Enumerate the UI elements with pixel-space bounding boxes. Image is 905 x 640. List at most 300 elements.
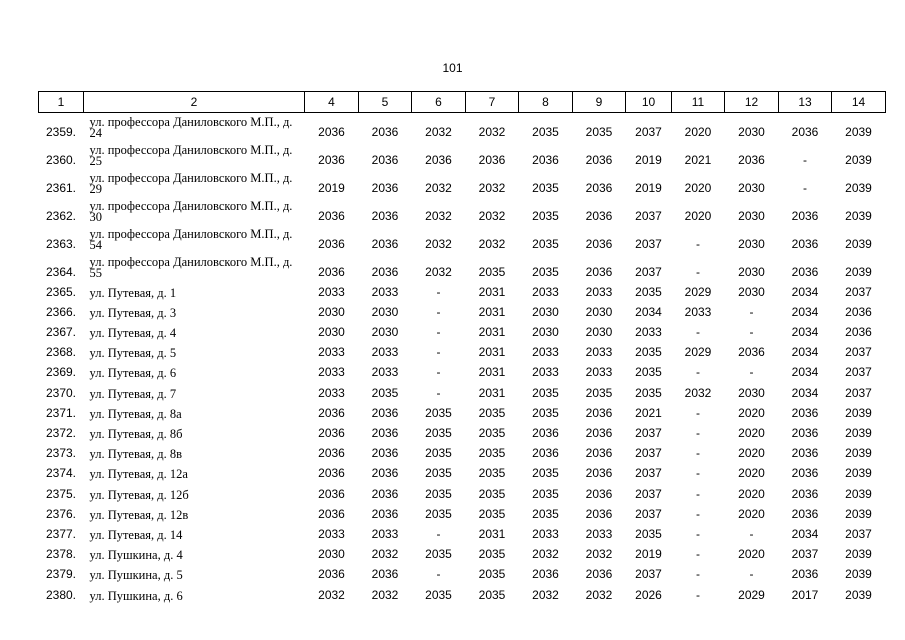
year-cell: 2037 — [635, 124, 662, 139]
table-row — [39, 422, 886, 442]
year-cell: 2030 — [371, 325, 399, 340]
year-cell: 2033 — [318, 365, 345, 380]
row-number: 2368. — [45, 345, 77, 360]
year-cell: 2036 — [585, 152, 613, 167]
year-cell: 2033 — [585, 345, 613, 360]
year-cell: 2035 — [532, 385, 559, 400]
year-cell: 2036 — [791, 208, 819, 223]
year-cell: - — [696, 486, 700, 501]
year-cell: 2035 — [532, 506, 559, 521]
address-cell: ул. Путевая, д. 12б — [89, 487, 189, 502]
year-cell: - — [436, 385, 441, 400]
year-cell: 2039 — [845, 446, 872, 461]
year-cell: 2020 — [738, 466, 765, 481]
year-cell: 2035 — [425, 466, 452, 481]
year-cell: 2033 — [585, 284, 613, 299]
year-cell: 2035 — [532, 466, 559, 481]
row-number: 2361. — [45, 180, 77, 195]
year-cell: 2035 — [425, 587, 452, 602]
year-cell: 2036 — [585, 466, 613, 481]
row-number: 2363. — [45, 236, 77, 251]
year-cell: 2039 — [845, 124, 872, 139]
year-cell: 2030 — [585, 325, 613, 340]
year-cell: - — [749, 526, 754, 541]
year-cell: 2036 — [371, 152, 399, 167]
year-cell: 2035 — [478, 446, 506, 461]
year-cell: 2033 — [371, 284, 399, 299]
year-cell: 2030 — [532, 325, 559, 340]
year-cell: - — [436, 325, 441, 340]
year-cell: 2036 — [371, 466, 399, 481]
row-number: 2372. — [45, 426, 77, 440]
year-cell: 2033 — [371, 526, 399, 541]
year-cell: - — [436, 365, 441, 380]
year-cell: 2030 — [738, 264, 765, 279]
year-cell: 2035 — [425, 405, 452, 420]
page-number: 101 — [442, 61, 463, 75]
year-cell: 2036 — [371, 486, 399, 501]
year-cell: 2034 — [791, 304, 819, 319]
row-number: 2370. — [45, 385, 77, 400]
year-cell: 2036 — [318, 486, 345, 501]
row-number: 2366. — [45, 304, 77, 319]
year-cell: 2036 — [318, 567, 345, 582]
year-cell: 2019 — [318, 180, 345, 195]
address-cell: ул. Путевая, д. 12в — [89, 507, 189, 522]
address-cell: ул. Путевая, д. 8в — [89, 447, 183, 462]
year-cell: 2037 — [635, 486, 662, 501]
address-cell: ул. Путевая, д. 3 — [89, 305, 177, 320]
year-cell: 2034 — [791, 325, 819, 340]
year-cell: 2036 — [371, 405, 399, 420]
year-cell: 2032 — [425, 124, 452, 139]
row-number: 2379. — [45, 567, 77, 582]
year-cell: 2035 — [425, 426, 452, 440]
address-cell: ул. Путевая, д. 7 — [89, 386, 177, 401]
address-cell: ул. Путевая, д. 8б — [89, 427, 183, 441]
year-cell: 2019 — [635, 152, 662, 167]
column-header: 5 — [359, 92, 412, 113]
year-cell: 2033 — [684, 304, 712, 319]
year-cell: 2036 — [585, 405, 613, 420]
year-cell: - — [696, 446, 700, 461]
year-cell: 2031 — [478, 304, 506, 319]
year-cell: - — [436, 304, 441, 319]
year-cell: 2039 — [845, 264, 872, 279]
year-cell: 2036 — [845, 325, 872, 340]
year-cell: 2036 — [371, 426, 399, 440]
table-row — [39, 442, 886, 462]
year-cell: 2030 — [318, 325, 345, 340]
table-row — [39, 301, 886, 321]
column-header: 14 — [832, 92, 886, 113]
year-cell: - — [696, 426, 700, 440]
year-cell: 2037 — [635, 446, 662, 461]
year-cell: 2032 — [425, 264, 452, 279]
year-cell: 2036 — [371, 208, 399, 223]
year-cell: - — [696, 405, 700, 420]
year-cell: 2026 — [635, 587, 662, 602]
year-cell: - — [696, 587, 700, 602]
year-cell: - — [696, 365, 700, 380]
year-cell: 2020 — [738, 547, 765, 562]
address-cell: ул. Путевая, д. 8а — [89, 406, 182, 421]
year-cell: 2037 — [635, 264, 662, 279]
year-cell: 2036 — [585, 506, 613, 521]
column-header: 11 — [672, 92, 725, 113]
year-cell: 2032 — [585, 587, 613, 602]
year-cell: 2036 — [738, 152, 765, 167]
year-cell: 2034 — [791, 284, 819, 299]
year-cell: 2035 — [532, 264, 559, 279]
year-cell: 2019 — [635, 180, 662, 195]
year-cell: 2030 — [318, 547, 345, 562]
year-cell: 2037 — [845, 526, 872, 541]
year-cell: 2035 — [478, 547, 506, 562]
year-cell: 2031 — [478, 526, 506, 541]
year-cell: 2030 — [532, 304, 559, 319]
year-cell: 2033 — [318, 526, 345, 541]
year-cell: 2030 — [738, 124, 765, 139]
year-cell: 2035 — [585, 124, 613, 139]
row-number: 2378. — [45, 547, 77, 562]
year-cell: 2039 — [845, 405, 872, 420]
year-cell: 2030 — [585, 304, 613, 319]
year-cell: 2036 — [371, 180, 399, 195]
year-cell: - — [803, 180, 807, 195]
year-cell: 2034 — [635, 304, 662, 319]
column-header: 2 — [84, 92, 305, 113]
year-cell: - — [749, 325, 754, 340]
year-cell: 2039 — [845, 567, 872, 582]
year-cell: 2033 — [532, 345, 559, 360]
year-cell: 2036 — [318, 426, 345, 440]
year-cell: 2020 — [738, 486, 765, 501]
row-number: 2376. — [45, 506, 77, 521]
year-cell: 2036 — [585, 236, 613, 251]
year-cell: - — [696, 547, 700, 562]
year-cell: 2035 — [532, 208, 559, 223]
address-cell: ул. профессора Даниловского М.П., д. 55 — [89, 254, 293, 280]
address-cell: ул. профессора Даниловского М.П., д. 25 — [89, 142, 293, 168]
year-cell: 2033 — [371, 365, 399, 380]
year-cell: 2036 — [738, 345, 765, 360]
row-number: 2380. — [45, 587, 77, 602]
year-cell: 2020 — [684, 124, 712, 139]
year-cell: 2039 — [845, 180, 872, 195]
year-cell: - — [749, 365, 754, 380]
row-number: 2360. — [45, 152, 77, 167]
year-cell: 2031 — [478, 385, 506, 400]
year-cell: 2037 — [635, 208, 662, 223]
year-cell: 2032 — [478, 236, 506, 251]
address-cell: ул. профессора Даниловского М.П., д. 30 — [89, 198, 293, 224]
year-cell: 2036 — [425, 152, 452, 167]
year-cell: 2032 — [371, 587, 399, 602]
table-row — [39, 197, 886, 225]
year-cell: 2036 — [791, 426, 819, 440]
year-cell: 2035 — [371, 385, 399, 400]
year-cell: - — [696, 466, 700, 481]
row-number: 2369. — [45, 365, 77, 380]
year-cell: 2035 — [478, 405, 506, 420]
year-cell: 2035 — [532, 124, 559, 139]
column-header: 1 — [39, 92, 84, 113]
year-cell: - — [749, 304, 754, 319]
year-cell: 2033 — [318, 345, 345, 360]
year-cell: 2030 — [738, 180, 765, 195]
year-cell: 2032 — [478, 208, 506, 223]
year-cell: 2036 — [371, 506, 399, 521]
table-row — [39, 523, 886, 543]
year-cell: 2032 — [318, 587, 345, 602]
address-cell: ул. Пушкина, д. 6 — [89, 588, 183, 603]
year-cell: 2036 — [791, 506, 819, 521]
year-cell: 2029 — [684, 345, 712, 360]
year-cell: 2032 — [425, 180, 452, 195]
year-cell: 2035 — [478, 486, 506, 501]
table-row — [39, 503, 886, 523]
row-number: 2371. — [45, 405, 77, 420]
year-cell: 2020 — [738, 405, 765, 420]
address-cell: ул. Путевая, д. 4 — [89, 326, 177, 341]
address-cell: ул. профессора Даниловского М.П., д. 24 — [89, 114, 293, 140]
year-cell: 2029 — [738, 587, 765, 602]
table-row — [39, 563, 886, 583]
column-header: 9 — [573, 92, 626, 113]
year-cell: - — [696, 506, 700, 521]
year-cell: 2039 — [845, 426, 872, 440]
year-cell: 2020 — [738, 446, 765, 461]
year-cell: 2036 — [318, 124, 345, 139]
year-cell: 2039 — [845, 236, 872, 251]
year-cell: 2035 — [532, 180, 559, 195]
year-cell: 2037 — [791, 547, 819, 562]
row-number: 2367. — [45, 325, 77, 340]
row-number: 2375. — [45, 486, 77, 501]
table-row — [39, 253, 886, 281]
table-row — [39, 341, 886, 361]
year-cell: - — [436, 345, 441, 360]
year-cell: 2034 — [791, 385, 819, 400]
year-cell: 2035 — [635, 365, 662, 380]
year-cell: 2034 — [791, 345, 819, 360]
row-number: 2364. — [45, 264, 77, 279]
year-cell: 2035 — [585, 385, 613, 400]
year-cell: 2036 — [585, 208, 613, 223]
table-row — [39, 281, 886, 301]
year-cell: 2033 — [585, 526, 613, 541]
year-cell: 2032 — [478, 124, 506, 139]
year-cell: 2032 — [425, 236, 452, 251]
address-cell: ул. профессора Даниловского М.П., д. 54 — [89, 226, 293, 252]
year-cell: 2037 — [635, 236, 662, 251]
row-number: 2373. — [45, 446, 77, 461]
table-row — [39, 482, 886, 502]
column-header: 10 — [626, 92, 672, 113]
table-row — [39, 113, 886, 141]
year-cell: 2039 — [845, 547, 872, 562]
table-row — [39, 361, 886, 381]
row-number: 2374. — [45, 466, 77, 481]
year-cell: - — [696, 264, 700, 279]
year-cell: 2036 — [371, 236, 399, 251]
year-cell: 2036 — [791, 124, 819, 139]
year-cell: 2032 — [585, 547, 613, 562]
year-cell: 2036 — [791, 446, 819, 461]
address-cell: ул. Путевая, д. 5 — [89, 346, 177, 361]
year-cell: 2037 — [845, 345, 872, 360]
year-cell: - — [696, 567, 700, 582]
address-cell: ул. Путевая, д. 12а — [89, 467, 188, 482]
year-cell: 2035 — [635, 526, 662, 541]
year-cell: 2020 — [684, 180, 712, 195]
column-header: 12 — [725, 92, 779, 113]
schedule-table — [38, 91, 886, 604]
year-cell: 2035 — [635, 385, 662, 400]
year-cell: 2035 — [532, 486, 559, 501]
year-cell: 2035 — [425, 547, 452, 562]
year-cell: - — [436, 567, 441, 582]
year-cell: 2021 — [635, 405, 662, 420]
table-row — [39, 381, 886, 401]
year-cell: 2037 — [635, 466, 662, 481]
year-cell: 2035 — [425, 506, 452, 521]
address-cell: ул. Пушкина, д. 5 — [89, 568, 183, 583]
year-cell: 2033 — [318, 385, 345, 400]
year-cell: 2037 — [635, 506, 662, 521]
table-row — [39, 321, 886, 341]
row-number: 2359. — [45, 124, 77, 139]
year-cell: 2020 — [738, 506, 765, 521]
year-cell: 2020 — [684, 208, 712, 223]
year-cell: 2036 — [532, 446, 559, 461]
year-cell: 2037 — [635, 426, 662, 440]
year-cell: 2036 — [585, 486, 613, 501]
table-row — [39, 141, 886, 169]
year-cell: 2032 — [371, 547, 399, 562]
column-header: 4 — [305, 92, 359, 113]
year-cell: 2032 — [684, 385, 712, 400]
year-cell: 2036 — [318, 236, 345, 251]
year-cell: 2032 — [532, 587, 559, 602]
year-cell: 2035 — [478, 426, 506, 440]
year-cell: 2036 — [791, 567, 819, 582]
year-cell: 2033 — [532, 526, 559, 541]
year-cell: 2035 — [425, 446, 452, 461]
year-cell: 2033 — [585, 365, 613, 380]
year-cell: 2036 — [318, 446, 345, 461]
year-cell: 2037 — [845, 365, 872, 380]
year-cell: 2032 — [425, 208, 452, 223]
year-cell: 2036 — [318, 506, 345, 521]
year-cell: 2031 — [478, 365, 506, 380]
year-cell: 2030 — [738, 236, 765, 251]
table-row — [39, 462, 886, 482]
address-cell: ул. профессора Даниловского М.П., д. 29 — [89, 170, 293, 196]
year-cell: - — [696, 325, 700, 340]
year-cell: - — [749, 567, 754, 582]
year-cell: 2033 — [532, 284, 559, 299]
year-cell: 2036 — [532, 152, 559, 167]
year-cell: 2037 — [845, 385, 872, 400]
column-header: 7 — [466, 92, 519, 113]
year-cell: 2036 — [371, 264, 399, 279]
year-cell: 2036 — [585, 180, 613, 195]
year-cell: 2030 — [738, 208, 765, 223]
year-cell: 2036 — [791, 236, 819, 251]
year-cell: 2034 — [791, 365, 819, 380]
year-cell: 2021 — [684, 152, 712, 167]
year-cell: 2031 — [478, 325, 506, 340]
year-cell: 2036 — [371, 124, 399, 139]
address-cell: ул. Путевая, д. 14 — [89, 527, 183, 542]
year-cell: 2036 — [318, 152, 345, 167]
year-cell: - — [803, 152, 807, 167]
table-row — [39, 583, 886, 603]
column-header: 13 — [779, 92, 832, 113]
year-cell: 2030 — [318, 304, 345, 319]
year-cell: 2033 — [635, 325, 662, 340]
year-cell: 2039 — [845, 208, 872, 223]
year-cell: 2035 — [478, 264, 506, 279]
year-cell: 2035 — [635, 284, 662, 299]
year-cell: 2036 — [791, 405, 819, 420]
column-header: 8 — [519, 92, 573, 113]
year-cell: 2030 — [738, 385, 765, 400]
year-cell: 2035 — [478, 587, 506, 602]
table-row — [39, 225, 886, 253]
row-number: 2377. — [45, 526, 77, 541]
year-cell: 2031 — [478, 284, 506, 299]
year-cell: 2036 — [318, 264, 345, 279]
year-cell: 2039 — [845, 486, 872, 501]
year-cell: 2039 — [845, 587, 872, 602]
table-row — [39, 169, 886, 197]
year-cell: 2036 — [318, 208, 345, 223]
year-cell: - — [436, 284, 441, 299]
year-cell: 2020 — [738, 426, 765, 440]
year-cell: 2033 — [318, 284, 345, 299]
year-cell: - — [696, 526, 700, 541]
year-cell: 2035 — [478, 506, 506, 521]
year-cell: 2036 — [791, 486, 819, 501]
table-row — [39, 402, 886, 422]
year-cell: 2035 — [635, 345, 662, 360]
year-cell: 2017 — [791, 587, 819, 602]
year-cell: 2032 — [532, 547, 559, 562]
year-cell: 2037 — [635, 567, 662, 582]
year-cell: 2031 — [478, 345, 506, 360]
year-cell: 2036 — [791, 264, 819, 279]
year-cell: 2039 — [845, 506, 872, 521]
year-cell: 2032 — [478, 180, 506, 195]
year-cell: 2035 — [532, 405, 559, 420]
address-cell: ул. Путевая, д. 1 — [89, 285, 177, 300]
year-cell: 2039 — [845, 466, 872, 481]
year-cell: 2036 — [585, 567, 613, 582]
year-cell: 2019 — [635, 547, 662, 562]
year-cell: 2036 — [318, 466, 345, 481]
year-cell: 2036 — [478, 152, 506, 167]
year-cell: 2036 — [845, 304, 872, 319]
year-cell: 2034 — [791, 526, 819, 541]
year-cell: 2036 — [532, 567, 559, 582]
year-cell: - — [696, 236, 700, 251]
year-cell: 2033 — [532, 365, 559, 380]
year-cell: 2033 — [371, 345, 399, 360]
table-row — [39, 543, 886, 563]
